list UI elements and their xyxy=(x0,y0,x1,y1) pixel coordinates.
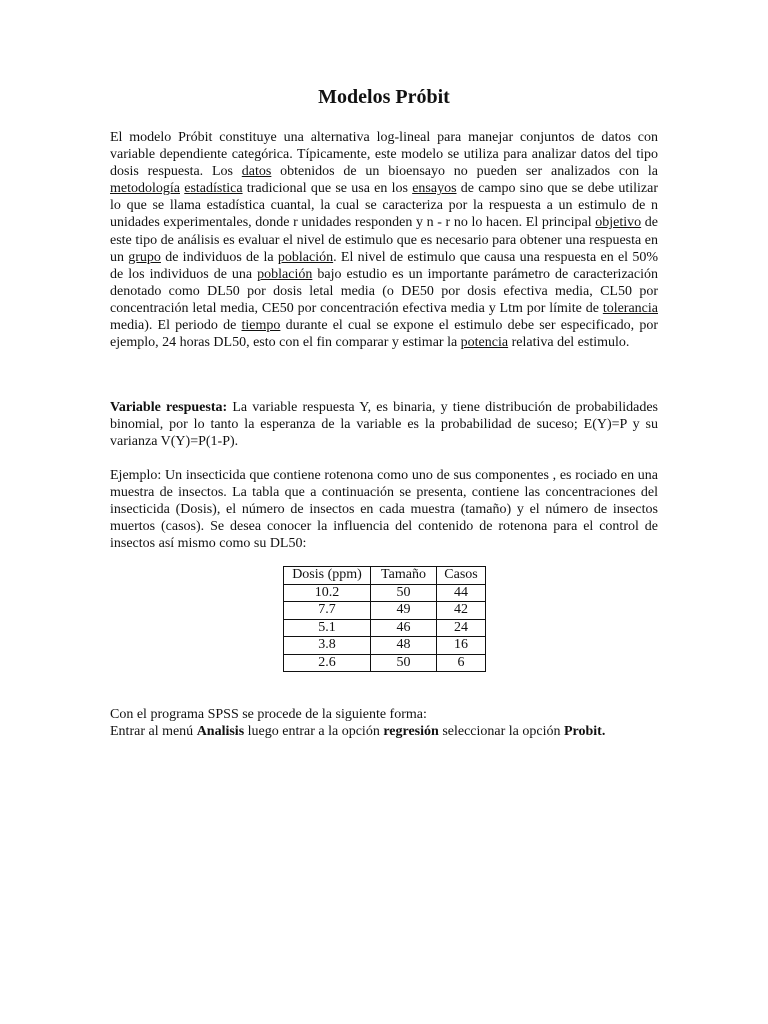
column-header-tamano: Tamaño xyxy=(371,567,437,585)
link-ensayos[interactable]: ensayos xyxy=(412,181,457,197)
link-poblacion[interactable]: población xyxy=(277,249,334,265)
intro-text: de campo sino que se debe utilizar lo que se llama estadística cuantal, la cual se caracteriza por la respuesta a un estimulo de n unidades experimentales, donde r unidades responden y n - r no lo hacen. El principal xyxy=(110,181,659,231)
table-cell: 42 xyxy=(437,602,486,620)
table-cell: 50 xyxy=(371,654,437,672)
intro-text: . El nivel de estimulo que causa una respuesta en el 50% de los individuos de una xyxy=(110,249,658,282)
link-tiempo[interactable]: tiempo xyxy=(241,318,281,334)
intro-text: media). El periodo de xyxy=(110,318,242,334)
option-probit: Probit. xyxy=(563,724,606,739)
link-objetivo[interactable]: objetivo xyxy=(595,215,642,231)
table-cell: 6 xyxy=(437,654,486,672)
closing-text: luego entrar a la opción xyxy=(244,724,384,739)
table-cell: 7.7 xyxy=(284,602,371,620)
table-cell: 46 xyxy=(371,619,437,637)
closing-text: seleccionar la opción xyxy=(438,724,564,739)
table-cell: 44 xyxy=(437,584,486,602)
table-cell: 24 xyxy=(437,619,486,637)
column-header-casos: Casos xyxy=(437,567,486,585)
table-cell: 16 xyxy=(437,637,486,655)
table-header-row xyxy=(284,567,486,585)
intro-text: bajo estudio es un importante parámetro de caracterización denotado como DL50 por dosis letal media (o DE50 por dosis efectiva media, CL50 por concentración letal media, CE50 por concentración efectiva media y Ltm por límite de xyxy=(110,266,658,316)
link-estadistica[interactable]: estadística xyxy=(184,181,243,197)
intro-text: obtenidos de un bioensayo no pueden ser analizados con la xyxy=(271,164,658,180)
example-paragraph: Ejemplo: Un insecticida que contiene rotenona como uno de sus componentes , es rociado en una muestra de insectos. La tabla que a continuación se presenta, contiene las concentraciones del insecticida (Dosis), el número de insectos en cada muestra (tamaño) y el número de insectos muertos (casos). Se desea conocer la influencia del contenido de rotenona para el control de insectos así mismo como su DL50: xyxy=(110,468,658,552)
page-title: Modelos Próbit xyxy=(318,86,450,108)
table-row xyxy=(284,619,486,637)
intro-text: relativa del estimulo. xyxy=(508,335,630,351)
table-row xyxy=(284,637,486,655)
closing-line-1: Con el programa SPSS se procede de la siguiente forma: xyxy=(110,707,427,722)
link-potencia[interactable]: potencia xyxy=(460,335,509,351)
table-cell: 50 xyxy=(371,584,437,602)
variable-paragraph xyxy=(110,399,658,450)
link-poblacion-2[interactable]: población xyxy=(257,266,313,282)
intro-text: durante el cual se expone el estimulo debe ser especificado, por ejemplo, 24 horas DL50, esto con el fin comparar y estimar la xyxy=(110,318,659,351)
column-header-dosis: Dosis (ppm) xyxy=(284,567,371,585)
closing-line-2 xyxy=(110,723,605,740)
option-regresion: regresión xyxy=(383,724,439,739)
intro-text: tradicional que se usa en los xyxy=(242,181,413,197)
intro-text: de este tipo de análisis es evaluar el nivel de estimulo que es necesario para obtener una respuesta en un xyxy=(110,215,658,265)
variable-text: La variable respuesta Y, es binaria, y tiene distribución de probabilidades binomial, por lo tanto la esperanza de la variable es la probabilidad de suceso; E(Y)=P y su varianza V(Y)=P(1-P). xyxy=(110,400,658,450)
table-cell: 10.2 xyxy=(284,584,371,602)
closing-text: Entrar al menú xyxy=(110,724,197,739)
intro-text: de individuos de la xyxy=(160,249,278,265)
link-tolerancia[interactable]: tolerancia xyxy=(602,300,658,316)
link-datos[interactable]: datos xyxy=(241,164,272,180)
table-row xyxy=(284,654,486,672)
link-grupo[interactable]: grupo xyxy=(128,249,161,265)
menu-analisis: Analisis xyxy=(196,724,245,739)
table-row xyxy=(284,584,486,602)
table-cell: 3.8 xyxy=(284,637,371,655)
data-table xyxy=(283,566,486,672)
table-cell: 5.1 xyxy=(284,619,371,637)
table-cell: 2.6 xyxy=(284,654,371,672)
intro-paragraph xyxy=(110,129,658,351)
table-cell: 49 xyxy=(371,602,437,620)
table-row xyxy=(284,602,486,620)
variable-label: Variable respuesta: xyxy=(110,400,228,415)
link-metodologia[interactable]: metodología xyxy=(110,181,180,197)
intro-text: El modelo Próbit constituye una alternativa log-lineal para manejar conjuntos de datos con variable dependiente categórica. Típicamente, este modelo se utiliza para analizar datos del tipo dosis respuesta. Los xyxy=(110,130,658,180)
table-cell: 48 xyxy=(371,637,437,655)
